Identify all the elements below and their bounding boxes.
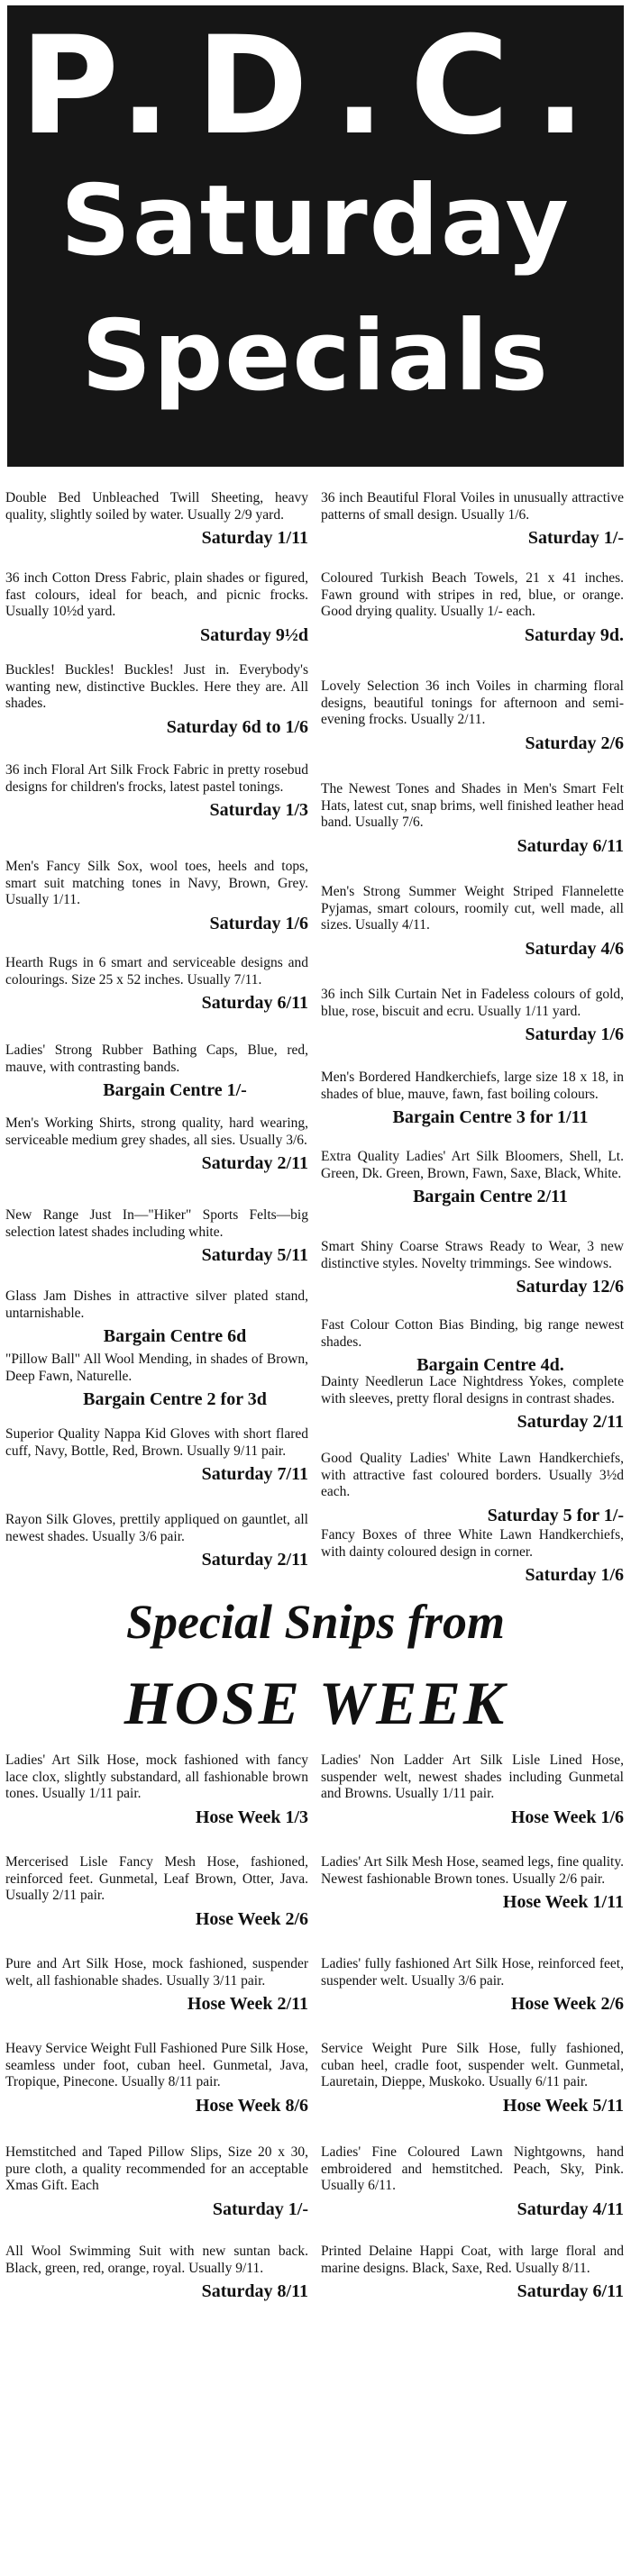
item-description: Ladies' Strong Rubber Bathing Caps, Blue, red, mauve, with contrasting bands. [5,1042,308,1075]
item-price: Saturday 1/6 [209,913,308,933]
item-price: Saturday 7/11 [201,1464,308,1484]
list-item [5,1207,308,1266]
list-item [321,1149,624,1207]
list-item [321,1527,624,1586]
list-item [321,781,624,857]
list-item [321,2041,624,2116]
list-item [321,2244,624,2302]
item-description: Men's Strong Summer Weight Striped Flannelette Pyjamas, smart colours, roomily cut, well made, all sizes. Usually 4/11. [321,884,624,933]
list-item [5,2144,308,2220]
list-item [321,1752,624,1828]
list-item [5,955,308,1014]
item-description: Coloured Turkish Beach Towels, 21 x 41 inches. Fawn ground with stripes in red, blue, or orange. Good drying quality. Usually 1/- each. [321,570,624,619]
item-description: "Pillow Ball" All Wool Mending, in shades of Brown, Deep Fawn, Naturelle. [5,1352,308,1384]
list-item [321,1239,624,1297]
item-price: Saturday 6/11 [201,993,308,1013]
list-item [5,1288,308,1347]
item-price: Hose Week 8/6 [195,2095,308,2116]
list-item [5,2041,308,2116]
item-description: All Wool Swimming Suit with new suntan back. Black, green, red, orange, royal. Usually 9/11. [5,2244,308,2276]
list-item [5,570,308,646]
item-description: Extra Quality Ladies' Art Silk Bloomers, Shell, Lt. Green, Dk. Green, Brown, Fawn, Saxe, Black, White. [321,1149,624,1181]
item-price: Saturday 9d. [524,624,624,645]
list-item [321,987,624,1045]
item-description: Ladies' Non Ladder Art Silk Lisle Lined Hose, suspender welt, newest shades including Gunmetal and Browns. Usually 1/11 pair. [321,1752,624,1801]
item-price: Saturday 2/11 [201,1153,308,1173]
item-price: Saturday 1/- [527,528,624,548]
item-price: Saturday 5/11 [201,1245,308,1265]
list-item [321,1317,624,1376]
item-description: Buckles! Buckles! Buckles! Just in. Everybody's wanting new, distinctive Buckles. Here they are. All shades. [5,662,308,711]
item-price: Hose Week 2/11 [187,1994,308,2014]
item-price: Hose Week 1/3 [195,1807,308,1827]
item-price: Saturday 8/11 [201,2281,308,2301]
item-description: Good Quality Ladies' White Lawn Handkerchiefs, with attractive fast coloured borders. Usually 3½d each. [321,1451,624,1499]
list-item [321,678,624,754]
item-description: The Newest Tones and Shades in Men's Smart Felt Hats, latest cut, snap brims, well finished leather head band. Usually 7/6. [321,781,624,830]
item-description: 36 inch Cotton Dress Fabric, plain shades or figured, fast colours, ideal for beach, and picnic frocks. Usually 10½d yard. [5,570,308,619]
item-description: Dainty Needlerun Lace Nightdress Yokes, complete with sleeves, pretty floral designs in contrast shades. [321,1374,624,1406]
list-item [321,2144,624,2220]
item-description: Ladies' fully fashioned Art Silk Hose, reinforced feet, suspender welt. Usually 3/6 pair. [321,1956,624,1989]
list-item [321,1070,624,1128]
item-description: Ladies' Fine Coloured Lawn Nightgowns, hand embroidered and hemstitched. Peach, Sky, Pink. Usually 6/11. [321,2144,624,2193]
item-description: 36 inch Beautiful Floral Voiles in unusually attractive patterns of small design. Usually 1/6. [321,490,624,523]
item-price: Saturday 1/6 [525,1565,624,1585]
item-price: Bargain Centre 2 for 3d [83,1389,267,1409]
item-description: Fancy Boxes of three White Lawn Handkerchiefs, with dainty coloured design in corner. [321,1527,624,1560]
list-item [321,490,624,549]
banner-saturday: Saturday [60,165,571,278]
item-price: Saturday 2/6 [525,733,624,753]
item-price: Saturday 6/11 [517,2281,624,2301]
item-price: Bargain Centre 2/11 [413,1187,568,1206]
list-item [5,1512,308,1570]
banner-store-name: P.D.C. [20,8,611,165]
item-price: Bargain Centre 3 for 1/11 [392,1107,589,1127]
item-description: Glass Jam Dishes in attractive silver plated stand, untarnishable. [5,1288,308,1321]
item-description: Ladies' Art Silk Hose, mock fashioned with fancy lace clox, slightly substandard, all fashionable brown tones. Usually 1/11 pair. [5,1752,308,1801]
item-price: Bargain Centre 6d [103,1326,247,1346]
item-price: Hose Week 1/6 [510,1807,624,1827]
list-item [5,662,308,738]
item-price: Hose Week 5/11 [502,2095,624,2116]
item-description: Fast Colour Cotton Bias Binding, big range newest shades. [321,1317,624,1350]
banner-specials: Specials [81,300,550,413]
item-price: Saturday 6/11 [517,835,624,856]
item-description: Superior Quality Nappa Kid Gloves with short flared cuff, Navy, Bottle, Red, Brown. Usually 9/11 pair. [5,1426,308,1459]
item-price: Saturday 1/- [212,2198,308,2219]
item-description: Lovely Selection 36 inch Voiles in charming floral designs, beautiful tonings for afternoon and semi-evening frocks. Usually 2/11. [321,678,624,727]
item-price: Saturday 12/6 [516,1277,624,1297]
list-item [5,1352,308,1410]
item-description: Printed Delaine Happi Coat, with large floral and marine designs. Black, Saxe, Red. Usually 8/11. [321,2244,624,2276]
item-description: Men's Bordered Handkerchiefs, large size 18 x 18, in shades of blue, mauve, fawn, fast boiling colours. [321,1070,624,1102]
list-item [5,2244,308,2302]
item-price: Hose Week 2/6 [195,1908,308,1929]
list-item [321,1374,624,1433]
item-description: Men's Fancy Silk Sox, wool toes, heels and tops, smart suit matching tones in Navy, Brown, Grey. Usually 1/11. [5,859,308,907]
item-description: Ladies' Art Silk Mesh Hose, seamed legs, fine quality. Newest fashionable Brown tones. Usually 2/6 pair. [321,1854,624,1887]
list-item [321,1451,624,1526]
list-item [5,1042,308,1101]
list-item [5,1115,308,1174]
item-price: Saturday 5 for 1/- [487,1505,624,1525]
item-price: Saturday 1/3 [209,800,308,820]
list-item [5,762,308,821]
item-description: 36 inch Floral Art Silk Frock Fabric in pretty rosebud designs for children's frocks, latest pastel tonings. [5,762,308,795]
item-price: Bargain Centre 1/- [103,1080,247,1100]
item-price: Bargain Centre 4d. [416,1355,564,1375]
list-item [5,490,308,549]
item-description: Hearth Rugs in 6 smart and serviceable designs and colourings. Size 25 x 52 inches. Usually 7/11. [5,955,308,988]
list-item [5,1956,308,2015]
list-item [321,884,624,960]
item-price: Saturday 4/11 [517,2198,624,2219]
item-price: Saturday 9½d [199,624,308,645]
item-price: Saturday 1/6 [525,1024,624,1044]
item-price: Hose Week 1/11 [502,1892,624,1912]
item-description: Heavy Service Weight Full Fashioned Pure Silk Hose, seamless under foot, cuban heel. Gunmetal, Java, Tropique, Pinecone. Usually 8/11 pair. [5,2041,308,2089]
header-banner [7,5,624,467]
list-item [321,570,624,646]
item-description: 36 inch Silk Curtain Net in Fadeless colours of gold, blue, rose, biscuit and ecru. Usually 1/11 yard. [321,987,624,1019]
list-item [321,1854,624,1913]
item-description: New Range Just In—"Hiker" Sports Felts—big selection latest shades including white. [5,1207,308,1240]
hose-heading-line2: HOSE WEEK [123,1669,508,1737]
item-price: Saturday 1/11 [201,528,308,548]
item-description: Hemstitched and Taped Pillow Slips, Size 20 x 30, pure cloth, a quality recommended for an acceptable Xmas Gift. Each [5,2144,308,2193]
list-item [5,1854,308,1930]
list-item [5,859,308,934]
item-description: Service Weight Pure Silk Hose, fully fashioned, cuban heel, cradle foot, suspender welt. Gunmetal, Lauretain, Dieppe, Muskoko. Usually 6/11 pair. [321,2041,624,2089]
hose-heading-line1: Special Snips from [125,1595,506,1649]
item-description: Double Bed Unbleached Twill Sheeting, heavy quality, slightly soiled by water. Usually 2/9 yard. [5,490,308,523]
item-description: Men's Working Shirts, strong quality, hard wearing, serviceable medium grey shades, all sies. Usually 3/6. [5,1115,308,1148]
list-item [5,1426,308,1485]
list-item [321,1956,624,2015]
item-price: Saturday 2/11 [201,1550,308,1570]
item-description: Smart Shiny Coarse Straws Ready to Wear, 3 new distinctive styles. Novelty trimmings. See windows. [321,1239,624,1271]
item-price: Saturday 2/11 [517,1412,624,1432]
list-item [5,1752,308,1828]
item-price: Saturday 6d to 1/6 [166,716,308,737]
item-description: Rayon Silk Gloves, prettily appliqued on gauntlet, all newest shades. Usually 3/6 pair. [5,1512,308,1544]
item-price: Hose Week 2/6 [510,1994,624,2014]
item-description: Mercerised Lisle Fancy Mesh Hose, fashioned, reinforced feet. Gunmetal, Leaf Brown, Otter, Java. Usually 2/11 pair. [5,1854,308,1903]
item-price: Saturday 4/6 [525,938,624,959]
item-description: Pure and Art Silk Hose, mock fashioned, suspender welt, all fashionable shades. Usually 3/11 pair. [5,1956,308,1989]
